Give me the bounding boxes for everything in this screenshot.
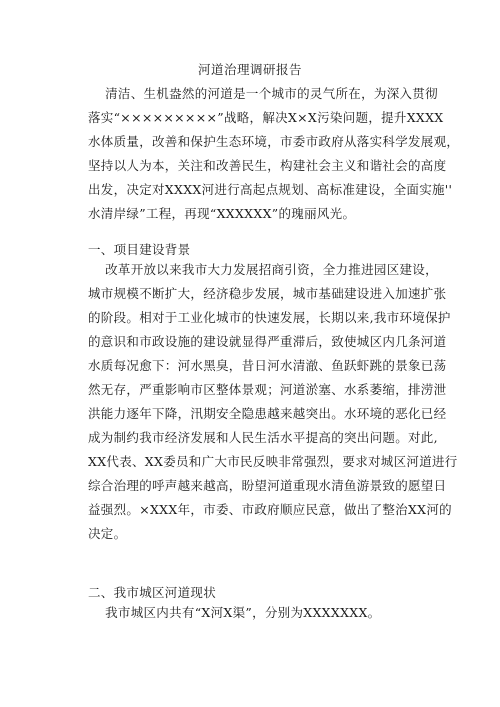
paragraph-line: 的意识和市政设施的建设就显得严重滞后，致使城区内几条河道 bbox=[88, 334, 447, 349]
paragraph-line: 决定。 bbox=[88, 526, 127, 541]
background-paragraph bbox=[88, 258, 458, 546]
paragraph-line: 落实“×××××××××”战略，解决X×X污染问题，提升XXXX bbox=[88, 110, 444, 125]
paragraph-line: 洪能力逐年下降，汛期安全隐患越来越突出。水环境的恶化已经 bbox=[88, 406, 447, 421]
intro-paragraph bbox=[88, 82, 460, 226]
paragraph-line: 综合治理的呼声越来越高，盼望河道重现水清鱼游景致的愿望日 bbox=[88, 478, 447, 493]
paragraph-line: 水体质量，改善和保护生态环境，市委市政府从落实科学发展观， bbox=[88, 134, 460, 149]
paragraph-line: 水质每况愈下：河水黑臭，昔日河水清澈、鱼跃虾跳的景象已荡 bbox=[88, 358, 447, 373]
document-title: 河道治理调研报告 bbox=[197, 62, 302, 77]
paragraph-line: 坚持以人为本，关注和改善民生，构建社会主义和谐社会的高度 bbox=[88, 158, 447, 173]
status-paragraph bbox=[88, 601, 440, 625]
paragraph-line: 我市城区内共有“X河X渠”，分别为XXXXXXX。 bbox=[88, 605, 381, 620]
paragraph-line: 出发，决定对XXXX河进行高起点规划、高标准建设，全面实施'' bbox=[88, 182, 453, 197]
section-heading-background: 一、项目建设背景 bbox=[88, 242, 191, 257]
paragraph-line: 然无存，严重影响市区整体景观；河道淤塞、水系萎缩，排涝泄 bbox=[88, 382, 447, 397]
paragraph-line: XX代表、XX委员和广大市民反映非常强烈，要求对城区河道进行 bbox=[88, 454, 458, 469]
paragraph-line: 益强烈。×XXX年，市委、市政府顺应民意，做出了整治XX河的 bbox=[88, 502, 452, 517]
paragraph-line: 清洁、生机盎然的河道是一个城市的灵气所在，为深入贯彻 bbox=[88, 86, 438, 101]
paragraph-line: 改革开放以来我市大力发展招商引资，全力推进园区建设， bbox=[88, 262, 438, 277]
paragraph-line: 水清岸绿”工程，再现“XXXXXX”的瑰丽风光。 bbox=[88, 206, 356, 221]
paragraph-line: 的阶段。相对于工业化城市的快速发展，长期以来,我市环境保护 bbox=[88, 310, 451, 325]
paragraph-line: 城市规模不断扩大，经济稳步发展，城市基础建设进入加速扩张 bbox=[88, 286, 447, 301]
section-heading-status: 二、我市城区河道现状 bbox=[88, 585, 217, 600]
paragraph-line: 成为制约我市经济发展和人民生活水平提高的突出问题。对此, bbox=[88, 430, 438, 445]
